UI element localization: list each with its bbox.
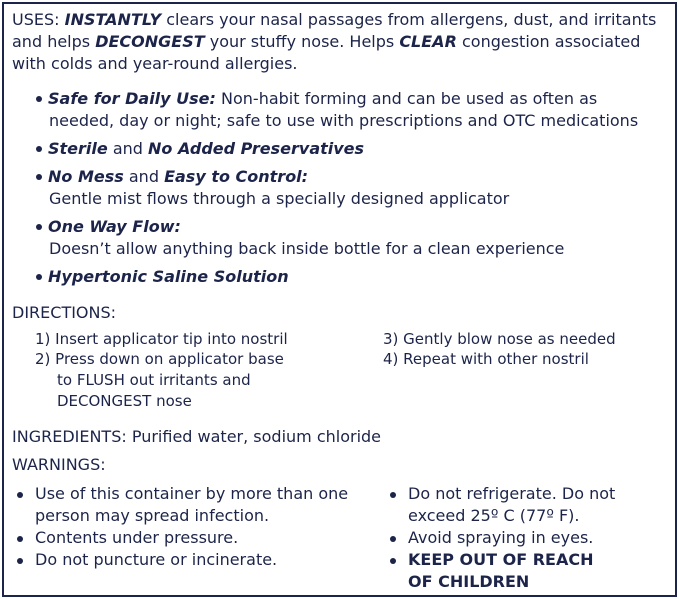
- warning-item: Use of this container by more than one person may spread infection.: [13, 483, 373, 527]
- uses-text-1: clears your nasal passages from allergens, dust, and irritants and helps: [12, 10, 657, 51]
- feature-text: Gentle mist flows through a specially designed applicator: [49, 189, 510, 208]
- feature-title: Sterile: [48, 139, 108, 158]
- warning-item: Do not puncture or incinerate.: [13, 549, 373, 571]
- feature-item: [14, 216, 674, 260]
- feature-title: Easy to Control:: [164, 167, 309, 186]
- warnings-heading: WARNINGS:: [12, 455, 106, 474]
- direction-step-3: 3) Gently blow nose as needed: [383, 330, 616, 348]
- uses-text-2: your stuffy nose. Helps: [204, 32, 400, 51]
- warnings-right-list: [386, 483, 646, 593]
- feature-list: [14, 88, 674, 288]
- feature-text: and: [123, 167, 165, 186]
- direction-step-2: 2) Press down on applicator base: [35, 350, 284, 368]
- uses-paragraph: [12, 9, 662, 75]
- feature-title: One Way Flow:: [48, 217, 181, 236]
- feature-item: [14, 166, 674, 210]
- direction-step-2-cont: to FLUSH out irritants and: [57, 371, 251, 389]
- warning-item: Do not refrigerate. Do not exceed 25º C (77º F).: [386, 483, 646, 527]
- warning-item-keep-out: KEEP OUT OF REACH OF CHILDREN: [386, 549, 618, 593]
- feature-item: [14, 266, 674, 288]
- uses-text-3: congestion associated with colds and year-round allergies.: [12, 32, 641, 73]
- directions-heading: DIRECTIONS:: [12, 303, 117, 322]
- ingredients-text: Purified water, sodium chloride: [126, 427, 382, 446]
- uses-instantly: INSTANTLY: [64, 10, 162, 29]
- feature-text: Doesn’t allow anything back inside bottle for a clean experience: [49, 239, 565, 258]
- feature-title: Safe for Daily Use:: [48, 89, 216, 108]
- direction-step-2-cont: DECONGEST nose: [57, 392, 192, 410]
- warning-item: Contents under pressure.: [13, 527, 373, 549]
- uses-clear: CLEAR: [399, 32, 457, 51]
- feature-text: and: [107, 139, 149, 158]
- uses-decongest: DECONGEST: [95, 32, 205, 51]
- feature-title: No Mess: [48, 167, 124, 186]
- direction-step-4: 4) Repeat with other nostril: [383, 350, 589, 368]
- ingredients-line: [12, 426, 381, 448]
- feature-text: Non-habit forming and can be used as often as: [215, 89, 598, 108]
- warnings-left-list: [13, 483, 373, 571]
- feature-title: No Added Preservatives: [148, 139, 365, 158]
- ingredients-label: INGREDIENTS:: [12, 427, 127, 446]
- feature-item: [14, 88, 674, 132]
- feature-text: needed, day or night; safe to use with prescriptions and OTC medications: [49, 111, 639, 130]
- warning-item: Avoid spraying in eyes.: [386, 527, 646, 549]
- feature-title: Hypertonic Saline Solution: [48, 267, 289, 286]
- direction-step-1: 1) Insert applicator tip into nostril: [35, 330, 288, 348]
- uses-label: USES:: [12, 10, 60, 29]
- feature-item: [14, 138, 674, 160]
